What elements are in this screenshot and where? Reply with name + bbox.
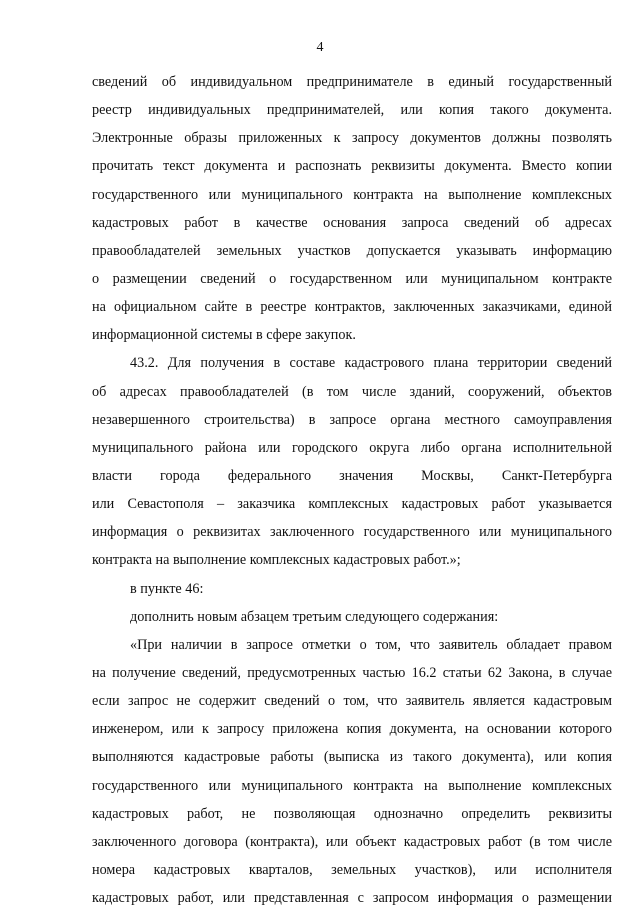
text-line: информационной системы в сфере закупок. xyxy=(92,327,356,344)
text-line: номера кадастровых кварталов, земельных участков), или исполнителя xyxy=(92,861,612,878)
text-line: государственного или муниципального контракта на выполнение комплексных xyxy=(92,777,612,794)
text-line: «При наличии в запросе отметки о том, что заявитель обладает правом xyxy=(130,636,612,653)
text-line: кадастровых работ в качестве основания запроса сведений об адресах xyxy=(92,214,612,231)
text-line: в пункте 46: xyxy=(130,580,204,597)
text-line: незавершенного строительства) в запросе органа местного самоуправления xyxy=(92,411,612,428)
text-line: правообладателей земельных участков допускается указывать информацию xyxy=(92,242,612,259)
text-line: о размещении сведений о государственном или муниципальном контракте xyxy=(92,270,612,287)
text-line: если запрос не содержит сведений о том, что заявитель является кадастровым xyxy=(92,693,612,710)
text-line: реестр индивидуальных предпринимателей, или копия такого документа. xyxy=(92,102,612,119)
text-line: власти города федерального значения Москвы, Санкт-Петербурга xyxy=(92,467,612,484)
text-line: Электронные образы приложенных к запросу документов должны позволять xyxy=(92,130,612,147)
text-line: на получение сведений, предусмотренных частью 16.2 статьи 62 Закона, в случае xyxy=(92,664,612,681)
text-line: прочитать текст документа и распознать реквизиты документа. Вместо копии xyxy=(92,158,612,175)
text-line: дополнить новым абзацем третьим следующего содержания: xyxy=(130,608,499,625)
text-line: кадастровых работ, или представленная с запросом информация о размещении xyxy=(92,890,612,907)
text-line: или Севастополя – заказчика комплексных кадастровых работ указывается xyxy=(92,496,612,513)
text-line: контракта на выполнение комплексных кадастровых работ.»; xyxy=(92,552,461,569)
text-line: кадастровых работ, не позволяющая однозначно определить реквизиты xyxy=(92,805,612,822)
text-line: информация о реквизитах заключенного государственного или муниципального xyxy=(92,524,612,541)
document-body xyxy=(92,68,612,912)
text-line: на официальном сайте в реестре контрактов, заключенных заказчиками, единой xyxy=(92,299,612,316)
text-line: муниципального района или городского округа либо органа исполнительной xyxy=(92,439,612,456)
text-line: инженером, или к запросу приложена копия документа, на основании которого xyxy=(92,721,612,738)
text-line: об адресах правообладателей (в том числе зданий, сооружений, объектов xyxy=(92,383,612,400)
page-number: 4 xyxy=(316,40,324,55)
text-line: государственного или муниципального контракта на выполнение комплексных xyxy=(92,186,612,203)
text-line: выполняются кадастровые работы (выписка из такого документа), или копия xyxy=(92,749,612,766)
text-line: заключенного договора (контракта), или объект кадастровых работ (в том числе xyxy=(92,833,612,850)
text-line: 43.2. Для получения в составе кадастрового плана территории сведений xyxy=(130,355,612,372)
text-line: сведений об индивидуальном предпринимателе в единый государственный xyxy=(92,74,612,90)
